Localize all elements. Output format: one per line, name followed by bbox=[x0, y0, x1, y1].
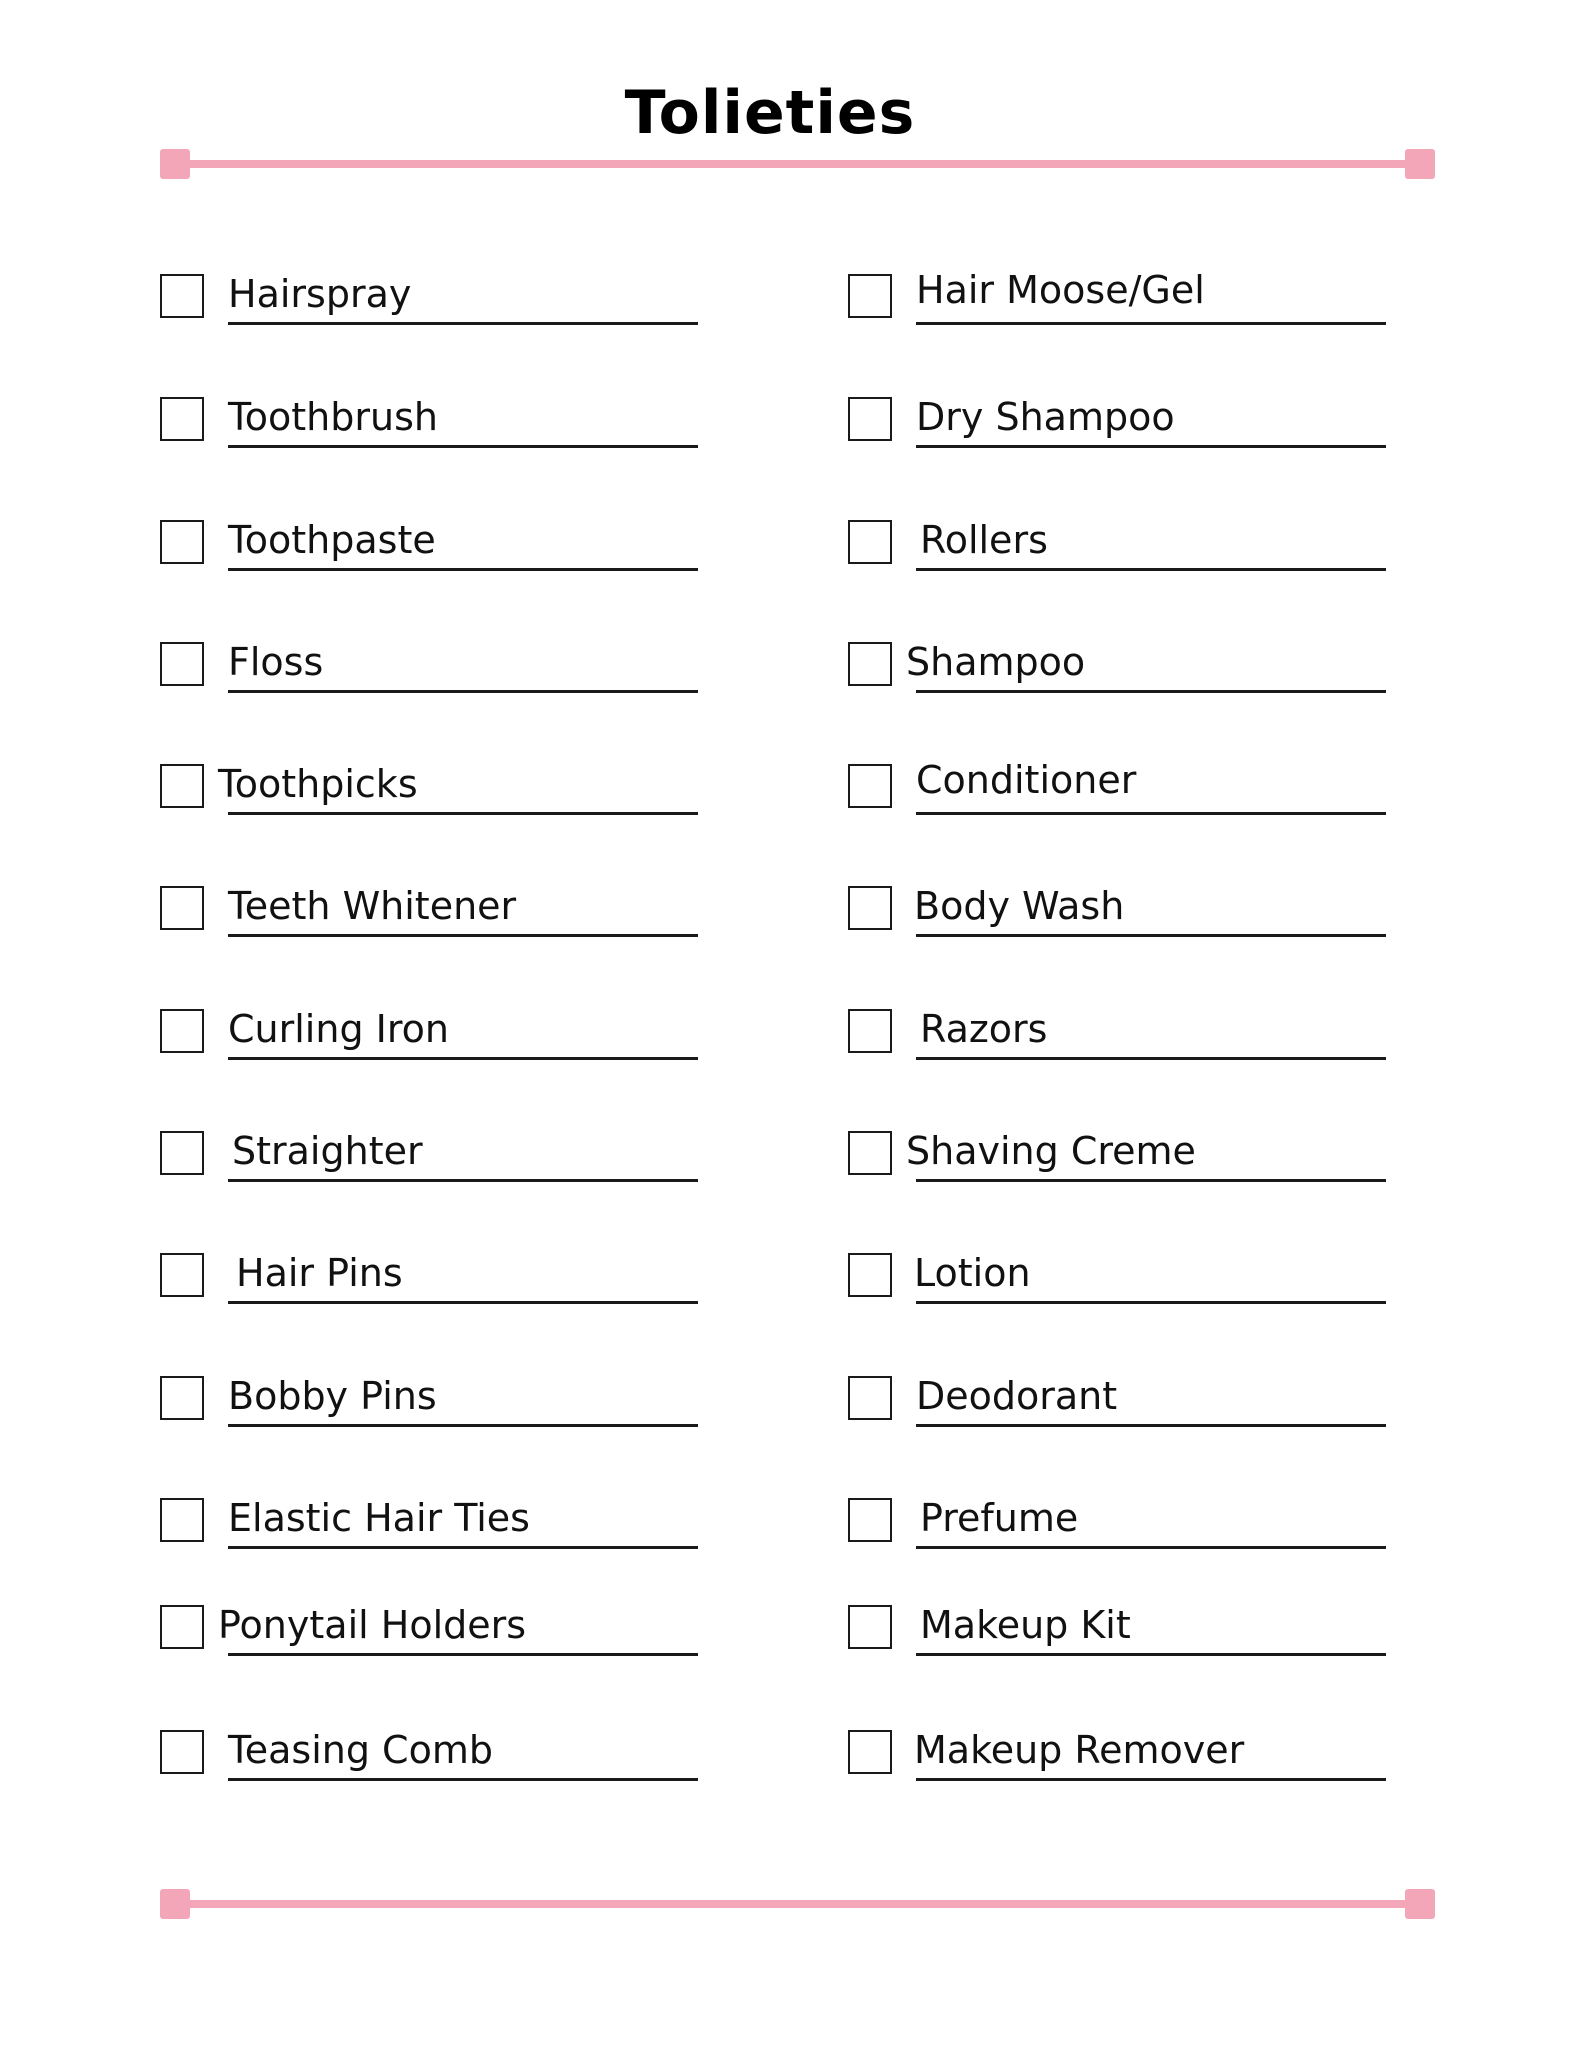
item-label: Prefume bbox=[920, 1496, 1079, 1540]
item-underline bbox=[228, 568, 698, 571]
checkbox[interactable] bbox=[160, 1730, 204, 1774]
checklist-item bbox=[160, 760, 700, 820]
item-underline bbox=[916, 1546, 1386, 1549]
checklist-item bbox=[848, 638, 1388, 698]
checkbox[interactable] bbox=[160, 764, 204, 808]
checklist-item bbox=[848, 882, 1388, 942]
checklist-item bbox=[848, 1372, 1388, 1432]
item-underline bbox=[916, 1424, 1386, 1427]
item-underline bbox=[228, 1057, 698, 1060]
item-label: Lotion bbox=[914, 1251, 1031, 1295]
item-underline bbox=[228, 445, 698, 448]
checklist-item bbox=[848, 760, 1388, 820]
item-label: Shampoo bbox=[906, 640, 1086, 684]
checkbox[interactable] bbox=[848, 642, 892, 686]
checklist-item bbox=[160, 393, 700, 453]
checkbox[interactable] bbox=[160, 397, 204, 441]
item-underline bbox=[228, 812, 698, 815]
item-label: Rollers bbox=[920, 518, 1048, 562]
item-underline bbox=[916, 1653, 1386, 1656]
checkbox[interactable] bbox=[160, 1253, 204, 1297]
checklist-item bbox=[160, 516, 700, 576]
checkbox[interactable] bbox=[848, 397, 892, 441]
checklist-item bbox=[848, 1005, 1388, 1065]
checkbox[interactable] bbox=[848, 520, 892, 564]
bottom-divider-left-cap bbox=[160, 1889, 190, 1919]
checklist-item bbox=[160, 1005, 700, 1065]
item-label: Curling Iron bbox=[228, 1007, 449, 1051]
checklist-item bbox=[160, 1494, 700, 1554]
checkbox[interactable] bbox=[848, 1131, 892, 1175]
item-underline bbox=[916, 568, 1386, 571]
checklist-item bbox=[848, 1726, 1388, 1786]
page-title: Tolieties bbox=[624, 78, 916, 148]
item-label: Dry Shampoo bbox=[916, 395, 1175, 439]
top-divider-right-cap bbox=[1405, 149, 1435, 179]
item-label: Teasing Comb bbox=[228, 1728, 493, 1772]
item-label: Hair Moose/Gel bbox=[916, 268, 1205, 312]
checkbox[interactable] bbox=[848, 1498, 892, 1542]
item-underline bbox=[228, 934, 698, 937]
checkbox[interactable] bbox=[848, 274, 892, 318]
item-underline bbox=[228, 1778, 698, 1781]
item-label: Hairspray bbox=[228, 272, 412, 316]
item-underline bbox=[916, 1179, 1386, 1182]
item-label: Shaving Creme bbox=[906, 1129, 1196, 1173]
checklist-item bbox=[848, 1249, 1388, 1309]
item-label: Ponytail Holders bbox=[218, 1603, 527, 1647]
checklist-item bbox=[160, 270, 700, 330]
item-label: Toothbrush bbox=[228, 395, 438, 439]
item-underline bbox=[916, 934, 1386, 937]
item-label: Elastic Hair Ties bbox=[228, 1496, 530, 1540]
checklist-item bbox=[848, 270, 1388, 330]
item-underline bbox=[228, 1653, 698, 1656]
checkbox[interactable] bbox=[848, 1605, 892, 1649]
item-underline bbox=[916, 812, 1386, 815]
item-label: Conditioner bbox=[916, 758, 1137, 802]
checklist-item bbox=[848, 393, 1388, 453]
checkbox[interactable] bbox=[160, 642, 204, 686]
item-label: Bobby Pins bbox=[228, 1374, 437, 1418]
item-label: Teeth Whitener bbox=[228, 884, 517, 928]
checkbox[interactable] bbox=[160, 274, 204, 318]
checkbox[interactable] bbox=[160, 1498, 204, 1542]
checkbox[interactable] bbox=[848, 1730, 892, 1774]
item-label: Toothpaste bbox=[228, 518, 436, 562]
checklist-item bbox=[848, 1601, 1388, 1661]
item-underline bbox=[916, 1057, 1386, 1060]
checkbox[interactable] bbox=[848, 1009, 892, 1053]
checkbox[interactable] bbox=[848, 1253, 892, 1297]
checklist-item bbox=[160, 1372, 700, 1432]
item-underline bbox=[228, 1301, 698, 1304]
item-label: Hair Pins bbox=[236, 1251, 403, 1295]
item-label: Makeup Remover bbox=[914, 1728, 1245, 1772]
item-underline bbox=[228, 1179, 698, 1182]
item-underline bbox=[916, 690, 1386, 693]
checklist-item bbox=[848, 516, 1388, 576]
checklist-item bbox=[160, 1726, 700, 1786]
checklist-item bbox=[160, 882, 700, 942]
checklist-item bbox=[160, 1601, 700, 1661]
item-label: Body Wash bbox=[914, 884, 1125, 928]
checkbox[interactable] bbox=[160, 1376, 204, 1420]
top-divider-left-cap bbox=[160, 149, 190, 179]
checkbox[interactable] bbox=[160, 1605, 204, 1649]
checklist-item bbox=[160, 638, 700, 698]
checkbox[interactable] bbox=[848, 886, 892, 930]
item-underline bbox=[228, 690, 698, 693]
item-underline bbox=[916, 322, 1386, 325]
checkbox[interactable] bbox=[160, 1131, 204, 1175]
checklist-item bbox=[160, 1127, 700, 1187]
top-divider bbox=[160, 147, 1435, 181]
item-label: Razors bbox=[920, 1007, 1048, 1051]
item-underline bbox=[228, 1546, 698, 1549]
bottom-divider-right-cap bbox=[1405, 1889, 1435, 1919]
checkbox[interactable] bbox=[160, 1009, 204, 1053]
checkbox[interactable] bbox=[160, 520, 204, 564]
item-underline bbox=[916, 1778, 1386, 1781]
item-underline bbox=[228, 1424, 698, 1427]
checkbox[interactable] bbox=[848, 1376, 892, 1420]
top-divider-bar bbox=[170, 160, 1425, 168]
item-label: Makeup Kit bbox=[920, 1603, 1131, 1647]
checklist-item bbox=[160, 1249, 700, 1309]
bottom-divider bbox=[160, 1887, 1435, 1921]
checklist-item bbox=[848, 1127, 1388, 1187]
checkbox[interactable] bbox=[848, 764, 892, 808]
item-label: Floss bbox=[228, 640, 324, 684]
item-label: Deodorant bbox=[916, 1374, 1118, 1418]
item-underline bbox=[916, 445, 1386, 448]
item-label: Toothpicks bbox=[218, 762, 418, 806]
item-underline bbox=[916, 1301, 1386, 1304]
item-label: Straighter bbox=[232, 1129, 423, 1173]
item-underline bbox=[228, 322, 698, 325]
checklist-item bbox=[848, 1494, 1388, 1554]
bottom-divider-bar bbox=[170, 1900, 1425, 1908]
checkbox[interactable] bbox=[160, 886, 204, 930]
